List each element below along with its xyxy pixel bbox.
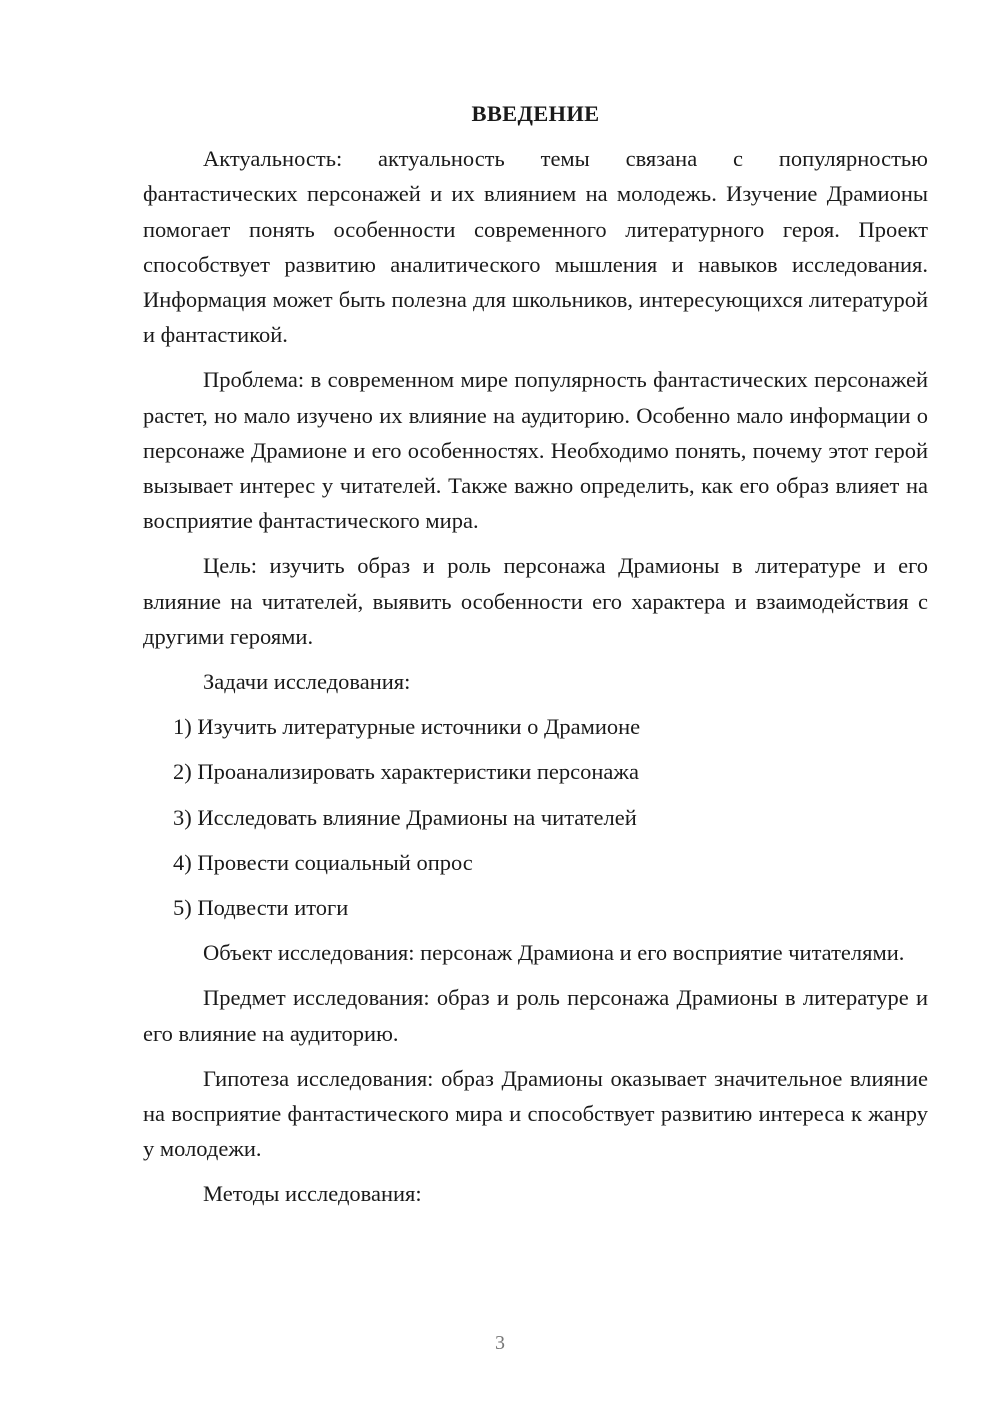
page-number: 3 [495,1332,505,1354]
tasks-label: Задачи исследования: [203,669,411,695]
list-item: 1) Изучить литературные источники о Драмионе [173,714,641,740]
list-item: 5) Подвести итоги [173,895,349,921]
paragraph-hypothesis: Гипотеза исследования: образ Драмионы оказывает значительное влияние на восприятие фантастического мира и способствует развитию интереса к жанру у молодежи. [143,1065,928,1162]
paragraph-problem: Проблема: в современном мире популярность фантастических персонажей растет, но мало изучено их влияние на аудиторию. Особенно мало информации о персонаже Драмионе и его особенностях. Необходимо понять, почему этот герой вызывает интерес у читателей. Также важно определить, как его образ влияет на восприятие фантастического мира. [143,367,928,534]
list-item: 2) Проанализировать характеристики персонажа [173,759,639,785]
paragraph-subject: Предмет исследования: образ и роль персонажа Драмионы в литературе и его влияние на аудиторию. [143,985,928,1046]
list-item: 4) Провести социальный опрос [173,849,473,875]
section-title: ВВЕДЕНИЕ [471,101,600,126]
list-item: 3) Исследовать влияние Драмионы на читателей [173,804,637,830]
document-page [143,96,928,1222]
paragraph-object: Объект исследования: персонаж Драмиона и его восприятие читателями. [203,940,905,966]
methods-label: Методы исследования: [203,1181,422,1207]
tasks-list [143,709,928,925]
paragraph-relevance: Актуальность: актуальность темы связана с популярностью фантастических персонажей и их влиянием на молодежь. Изучение Драмионы помогает понять особенности современного литературного героя. Проект способствует развитию аналитического мышления и навыков исследования. Информация может быть полезна для школьников, интересующихся литературой и фантастикой. [143,146,928,348]
paragraph-goal: Цель: изучить образ и роль персонажа Драмионы в литературе и его влияние на читателей, выявить особенности его характера и взаимодействия с другими героями. [143,553,928,649]
